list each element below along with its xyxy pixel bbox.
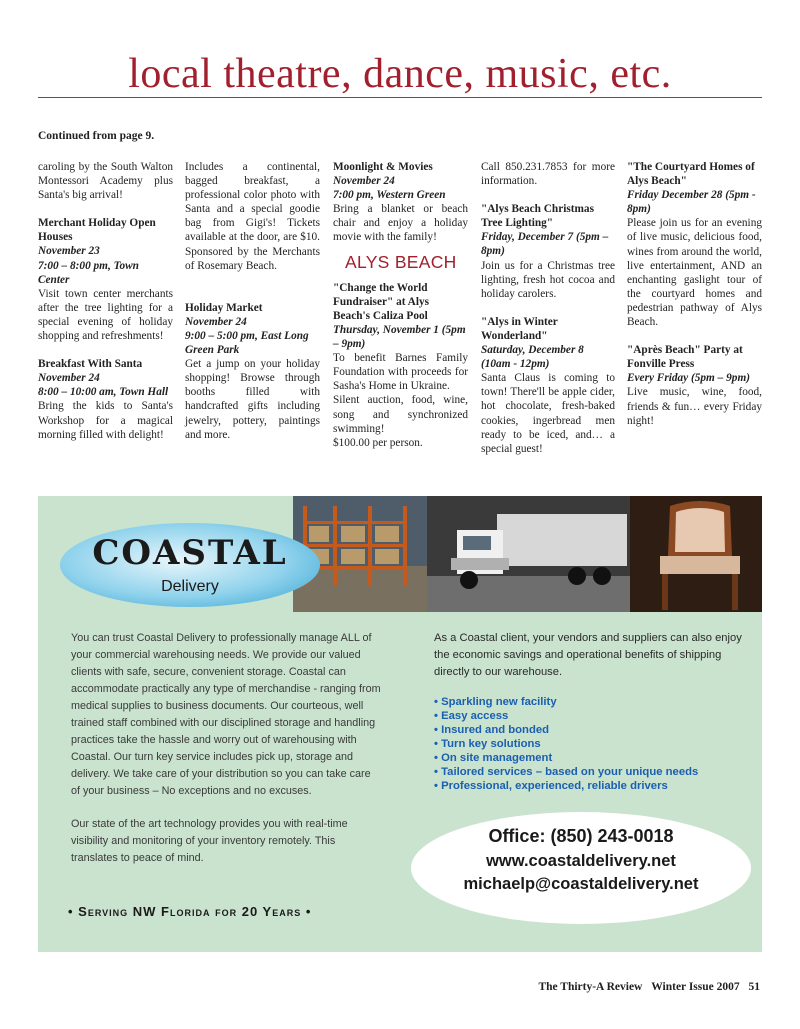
column-4 xyxy=(481,160,615,456)
continued-note: Continued from page 9. xyxy=(38,130,155,142)
page-number: 51 xyxy=(748,981,760,993)
ad-left-copy xyxy=(71,630,381,883)
column-3 xyxy=(333,160,468,450)
event-date: Saturday, December 8 (10am - 12pm) xyxy=(481,344,584,371)
event-title: "Alys Beach Christmas Tree Lighting" xyxy=(481,203,594,230)
event-body: Santa Claus is coming to town! There'll be apple cider, hot chocolate, fresh-baked cookies, ingerbread men ready to be iced, and… a special guest! xyxy=(481,372,615,455)
event-body: Live music, wine, food, friends & fun… every Friday night! xyxy=(627,386,762,427)
email-link[interactable]: michaelp@coastaldelivery.net xyxy=(463,875,699,893)
event-title: "The Courtyard Homes of Alys Beach" xyxy=(627,161,755,188)
website-link[interactable]: www.coastaldelivery.net xyxy=(486,852,676,870)
event-body: Bring a blanket or beach chair and enjoy a holiday movie with the family! xyxy=(333,203,468,244)
event-body: Please join us for an evening of live music, delicious food, wines from around the world, live entertainment, AND an enchanting gaslight tour of the courtyard homes and pedestrian pathway of Alys Beach. xyxy=(627,217,762,329)
event-time: 8:00 – 10:00 am, Town Hall xyxy=(38,386,169,399)
event-time: 9:00 – 5:00 pm, East Long Green Park xyxy=(185,329,309,357)
event-date: Every Friday (5pm – 9pm) xyxy=(627,372,750,385)
event-title: "Après Beach" Party at Fonville Press xyxy=(627,344,743,371)
event-date: November 23 xyxy=(38,245,100,258)
page-heading: local theatre, dance, music, etc. xyxy=(128,51,672,97)
event-body: Join us for a Christmas tree lighting, fresh hot cocoa and holiday carolers. xyxy=(481,259,615,300)
event-title: Breakfast With Santa xyxy=(38,358,143,371)
event-body: $100.00 per person. xyxy=(333,436,423,449)
event-time: 7:00 – 8:00 pm, Town Center xyxy=(38,259,139,286)
coastal-delivery-ad xyxy=(38,496,762,952)
serving-tagline: • Serving NW Florida for 20 Years • xyxy=(68,904,312,919)
ad-right-intro: As a Coastal client, your vendors and suppliers can also enjoy the economic savings and operational benefits of shipping directly to our warehouse. xyxy=(434,632,742,678)
event-title: Holiday Market xyxy=(185,301,263,314)
benefit-list xyxy=(434,695,754,793)
column-1 xyxy=(38,160,173,442)
coastal-logo xyxy=(60,523,320,607)
page-footer xyxy=(532,981,760,993)
ad-photo-strip xyxy=(293,496,762,612)
column-5 xyxy=(627,160,762,428)
event-body: Bring the kids to Santa's Workshop for a magical morning filled with delight! xyxy=(38,400,173,441)
heading-rule xyxy=(38,97,762,98)
benefit-item: • Sparkling new facility xyxy=(434,695,754,709)
section-heading-alys-beach: ALYS BEACH xyxy=(345,251,457,272)
benefit-item: • On site management xyxy=(434,751,754,765)
event-body: Visit town center merchants after the tree lighting for a special evening of holiday shopping and refreshments! xyxy=(38,287,173,343)
col2-intro: Includes a continental, bagged breakfast, a professional color photo with Santa and a special goodie bag from Gigi's! Tickets available at the door, are $10. Sponsored by the Merchants of Rosemary Beach. xyxy=(185,161,320,272)
issue-label: Winter Issue 2007 xyxy=(651,981,740,993)
benefit-item: • Professional, experienced, reliable drivers xyxy=(434,779,754,793)
event-body: Get a jump on your holiday shopping! Browse through booths filled with handcrafted gifts including jewelry, pottery, paintings and more. xyxy=(185,358,320,441)
truck-photo xyxy=(427,496,630,612)
ad-paragraph: Our state of the art technology provides you with real-time visibility and monitoring of your inventory remotely. This translates to peace of mind. xyxy=(71,818,348,864)
event-date: Friday December 28 (5pm - 8pm) xyxy=(627,189,756,216)
logo-wordmark: COASTAL xyxy=(92,533,288,573)
benefit-item: • Easy access xyxy=(434,709,754,723)
contact-oval xyxy=(411,812,751,924)
event-body: To benefit Barnes Family Foundation with proceeds for Sasha's Home in Ukraine. xyxy=(333,352,468,393)
event-date: Thursday, November 1 (5pm – 9pm) xyxy=(333,323,466,351)
benefit-item: • Tailored services – based on your unique needs xyxy=(434,765,754,779)
col4-intro: Call 850.231.7853 for more information. xyxy=(481,161,615,188)
column-2 xyxy=(185,160,320,442)
event-title: Merchant Holiday Open Houses xyxy=(38,217,156,244)
col1-intro: caroling by the South Walton Montessori Academy plus Santa's big arrival! xyxy=(38,161,173,202)
benefit-item: • Insured and bonded xyxy=(434,723,754,737)
event-date: November 24 xyxy=(38,372,100,385)
office-phone: Office: (850) 243-0018 xyxy=(488,826,674,846)
event-body: Silent auction, food, wine, song and synchronized swimming! xyxy=(333,394,468,435)
event-title: "Change the World Fundraiser" at Alys Beach's Caliza Pool xyxy=(333,281,430,322)
event-date: Friday, December 7 (5pm – 8pm) xyxy=(481,231,609,258)
ad-paragraph: You can trust Coastal Delivery to professionally manage ALL of your commercial warehousing needs. We provide our valued clients with safe, secure, convenient storage. Coastal can accommodate practically any type of merchandise - ranging from medical supplies to business documents. Our courteous, well trained staff combined with our disciplined storage and handling practices take the hassle and worry out of warehousing with Coastal. Our turn key service includes pick up, storage and delivery. We take care of your distribution so you can take care of your business – No exceptions and no excuses. xyxy=(71,632,381,797)
benefit-item: • Turn key solutions xyxy=(434,737,754,751)
event-date: November 24 xyxy=(333,175,395,188)
publication-name: The Thirty-A Review xyxy=(538,981,643,993)
chair-photo xyxy=(630,496,762,612)
event-title: Moonlight & Movies xyxy=(333,161,433,173)
event-date: November 24 xyxy=(185,315,247,328)
event-title: "Alys in Winter Wonderland" xyxy=(481,315,558,342)
logo-subtitle: Delivery xyxy=(161,578,219,595)
event-time: 7:00 pm, Western Green xyxy=(333,189,446,202)
